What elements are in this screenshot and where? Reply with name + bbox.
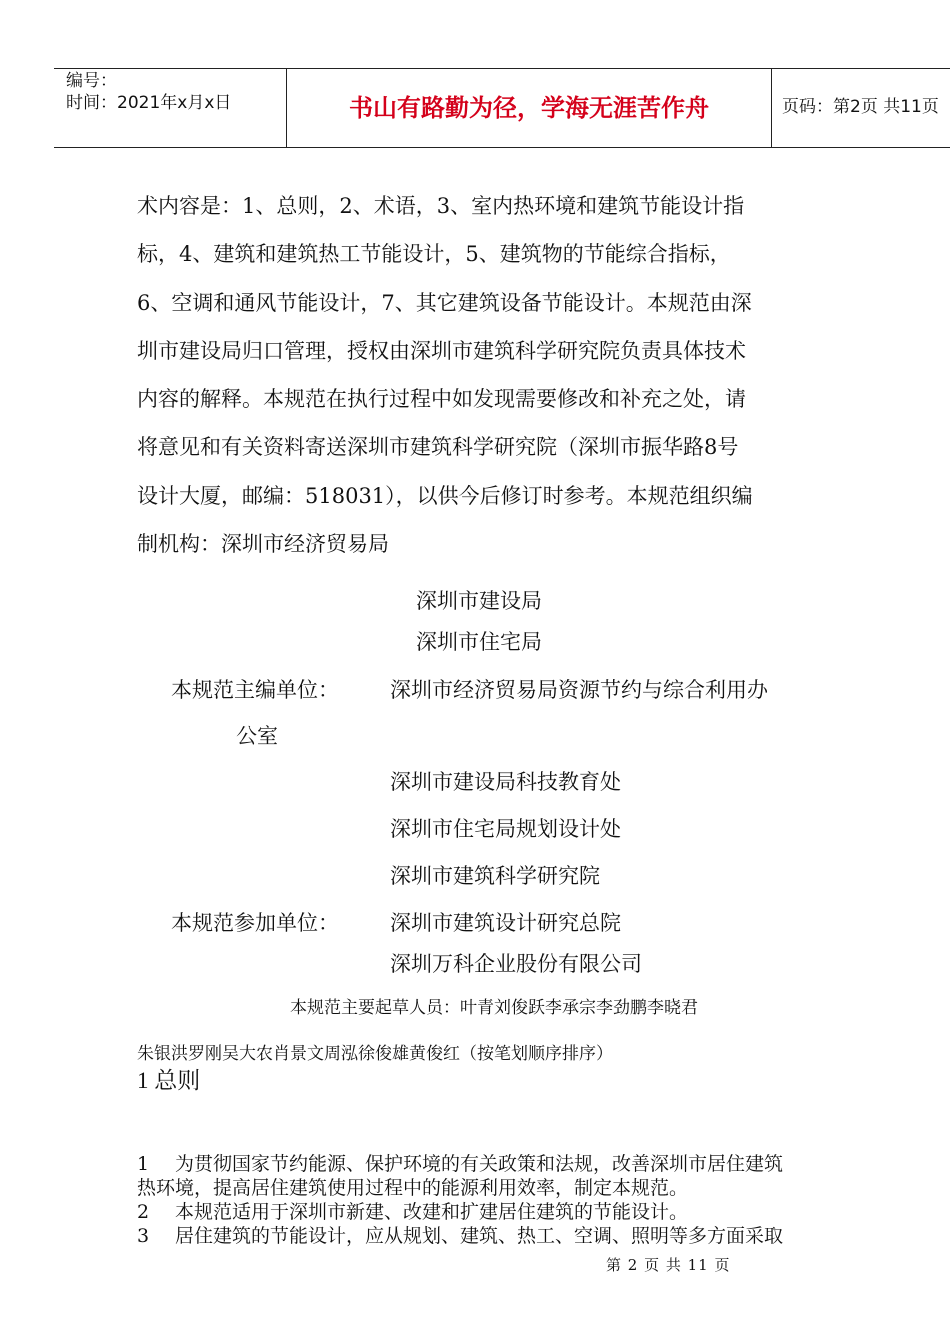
clause-number: 3: [137, 1225, 150, 1247]
chief-unit-continued: 公室: [236, 724, 278, 748]
section-title: 1 总则: [137, 1068, 201, 1093]
paragraph-line: 将意见和有关资料寄送深圳市建筑科学研究院（深圳市振华路8号: [137, 435, 739, 460]
participant-unit: 深圳市建筑设计研究总院: [390, 911, 621, 935]
motto-text: 书山有路勤为径，学海无涯苦作舟: [349, 94, 709, 122]
clause-text: 居住建筑的节能设计，应从规划、建筑、热工、空调、照明等多方面采取: [175, 1225, 784, 1247]
chief-unit: 深圳市经济贸易局资源节约与综合利用办: [390, 678, 768, 702]
paragraph-line: 6、空调和通风节能设计，7、其它建筑设备节能设计。本规范由深: [137, 290, 752, 315]
page-number-label: 页码：第2页 共11页: [782, 97, 939, 117]
participant-unit-label: 本规范参加单位：: [171, 911, 339, 935]
clause-text-continued: 热环境，提高居住建筑使用过程中的能源利用效率，制定本规范。: [137, 1177, 689, 1199]
page-footer: 第 2 页 共 11 页: [606, 1256, 731, 1274]
header-meta-cell: [54, 69, 287, 147]
org-unit: 深圳市住宅局: [416, 630, 542, 654]
drafters-line: 朱银洪罗刚吴大农肖景文周泓徐俊雄黄俊红（按笔划顺序排序）: [137, 1044, 613, 1064]
clause-number: 2: [137, 1201, 150, 1223]
paragraph-line: 设计大厦，邮编：518031），以供今后修订时参考。本规范组织编: [137, 483, 753, 508]
time-label: 时间：2021年x月x日: [66, 93, 232, 113]
paragraph-line: 标，4、建筑和建筑热工节能设计，5、建筑物的节能综合指标，: [137, 242, 731, 267]
paragraph-line: 圳市建设局归口管理，授权由深圳市建筑科学研究院负责具体技术: [137, 338, 746, 363]
paragraph-line: 内容的解释。本规范在执行过程中如发现需要修改和补充之处，请: [137, 387, 746, 412]
header-page-cell: [772, 69, 950, 147]
chief-unit: 深圳市建筑科学研究院: [390, 864, 600, 888]
intro-paragraph: [137, 182, 787, 568]
document-header: [54, 68, 950, 148]
chief-unit: 深圳市建设局科技教育处: [390, 770, 621, 794]
drafters-line: 本规范主要起草人员：叶青刘俊跃李承宗李劲鹏李晓君: [290, 998, 698, 1018]
clause-item: [137, 1152, 783, 1176]
header-motto-cell: [287, 69, 772, 147]
paragraph-line: 术内容是：1、总则，2、术语，3、室内热环境和建筑节能设计指: [137, 194, 745, 218]
chief-unit: 深圳市住宅局规划设计处: [390, 817, 621, 841]
serial-number-label: 编号：: [66, 71, 117, 91]
clause-text: 为贯彻国家节约能源、保护环境的有关政策和法规，改善深圳市居住建筑: [175, 1153, 784, 1175]
clause-text: 本规范适用于深圳市新建、改建和扩建居住建筑的节能设计。: [175, 1201, 689, 1223]
clause-item: [137, 1224, 783, 1248]
clause-item: [137, 1200, 688, 1224]
paragraph-line: 制机构：深圳市经济贸易局: [137, 532, 389, 557]
org-unit: 深圳市建设局: [416, 589, 542, 613]
participant-unit: 深圳万科企业股份有限公司: [390, 952, 642, 976]
clause-number: 1: [137, 1153, 150, 1175]
chief-unit-label: 本规范主编单位：: [171, 678, 339, 702]
